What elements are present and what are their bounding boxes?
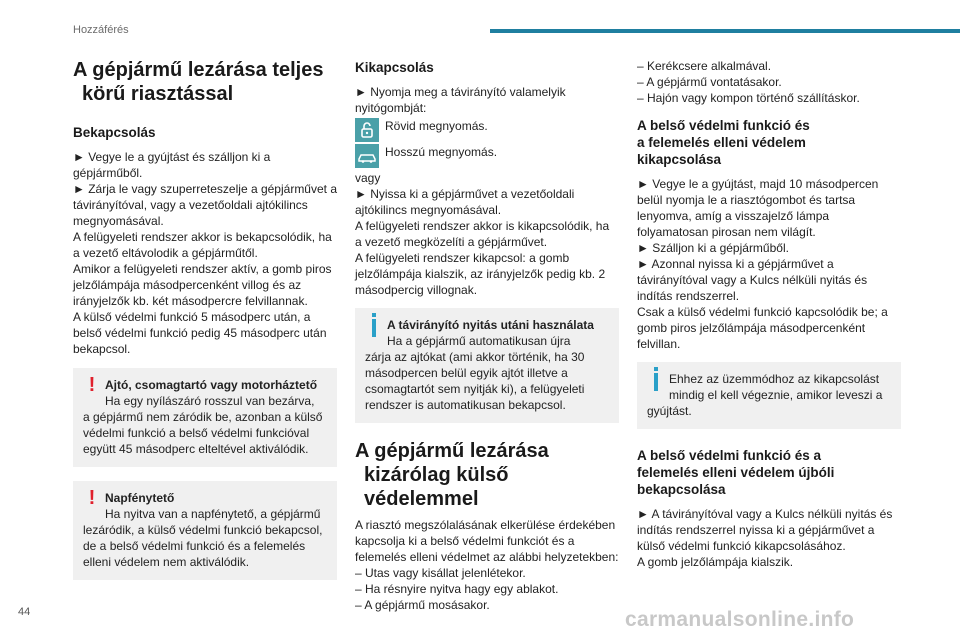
unlock-key-icon bbox=[355, 118, 379, 142]
car-unlock-icon bbox=[355, 144, 379, 168]
key-short-press-row bbox=[355, 118, 619, 142]
key-long-press-row bbox=[355, 144, 619, 168]
heading-internal-on bbox=[637, 447, 901, 498]
column-1 bbox=[73, 50, 337, 580]
warning-box-doors bbox=[73, 368, 337, 467]
warning-icon: ! bbox=[88, 487, 96, 509]
warning-icon: ! bbox=[88, 374, 96, 396]
warning-box-sunroof bbox=[73, 481, 337, 580]
title-line-1: A gépjármű lezárása bbox=[355, 440, 549, 462]
info-text-first-line: Ha a gépjármű automatikusan újra bbox=[387, 334, 571, 348]
section-header: Hozzáférés bbox=[73, 24, 129, 36]
paragraph: ► A távirányítóval vagy a Kulcs nélküli nyitás és indítás rendszerrel nyissa ki a gépjárművet a külső védelmi funkció kikapcsolásához. bbox=[637, 507, 893, 553]
list-item: – Ha résnyire nyitva hagy egy ablakot. bbox=[355, 582, 559, 596]
paragraph: A felügyeleti rendszer kikapcsol: a gomb jelzőlámpája kialszik, az irányjelzők pedig kb. 2 másodpercig villognak. bbox=[355, 251, 606, 297]
list-item: – Hajón vagy kompon történő szállításkor. bbox=[637, 91, 860, 105]
paragraph: ► Nyissa ki a gépjárművet a vezetőoldali ajtókilincs megnyomásával. bbox=[355, 187, 575, 217]
paragraph: ► Szálljon ki a gépjárműből. bbox=[637, 241, 789, 255]
column-3 bbox=[637, 58, 901, 570]
section-title-full-alarm bbox=[73, 58, 337, 106]
paragraph: A felügyeleti rendszer akkor is bekapcsolódik, ha a vezető eltávolodik a gépjárműtől. bbox=[73, 230, 332, 260]
heading-internal-off bbox=[637, 117, 901, 168]
paragraph: Csak a külső védelmi funkció kapcsolódik be; a gomb piros jelzőlámpája másodpercenként felvillan. bbox=[637, 305, 888, 351]
paragraph: A felügyeleti rendszer akkor is kikapcsolódik, ha a vezető megközelíti a gépjárművet. bbox=[355, 219, 610, 249]
heading-deactivation: Kikapcsolás bbox=[355, 60, 434, 75]
paragraph: ► Vegye le a gyújtást és szálljon ki a gépjárműből. bbox=[73, 150, 271, 180]
section-title-external-only bbox=[355, 439, 619, 511]
warning-text: a gépjármű nem záródik be, azonban a külső védelmi funkció a belső védelmi funkcióval együtt 45 másodperc elteltével aktiválódik. bbox=[83, 410, 323, 456]
title-line-2: körű riasztással bbox=[82, 83, 234, 105]
key-short-press-label: Rövid megnyomás. bbox=[385, 119, 488, 133]
list-item: – Utas vagy kisállat jelenlétekor. bbox=[355, 566, 526, 580]
heading-line: felemelés elleni védelem újbóli bbox=[637, 465, 835, 480]
paragraph: A külső védelmi funkció 5 másodperc után, a belső védelmi funkció pedig 45 másodperc után bekapcsol. bbox=[73, 310, 327, 356]
heading-activation: Bekapcsolás bbox=[73, 125, 156, 140]
title-line-1: A gépjármű lezárása teljes bbox=[73, 59, 324, 81]
warning-text-first-line: Ha egy nyílászáró rosszul van bezárva, bbox=[105, 394, 315, 408]
paragraph: A gomb jelzőlámpája kialszik. bbox=[637, 555, 794, 569]
info-box-remote bbox=[355, 308, 619, 423]
info-text-line: mindig el kell végeznie, amikor leveszi a bbox=[669, 388, 883, 402]
watermark: carmanualsonline.info bbox=[625, 608, 855, 631]
paragraph: ► Azonnal nyissa ki a gépjárművet a távirányítóval vagy a Kulcs nélküli nyitás és indítás rendszerrel. bbox=[637, 257, 868, 303]
list-item: – A gépjármű mosásakor. bbox=[355, 598, 490, 612]
header-accent-bar bbox=[490, 29, 960, 33]
warning-title: Ajtó, csomagtartó vagy motorháztető bbox=[105, 378, 318, 392]
info-text-line: Ehhez az üzemmódhoz az kikapcsolást bbox=[669, 372, 880, 386]
info-title: A távirányító nyitás utáni használata bbox=[387, 318, 594, 332]
info-text: gyújtást. bbox=[647, 404, 692, 418]
list-item: – Kerékcsere alkalmával. bbox=[637, 59, 772, 73]
paragraph: A riasztó megszólalásának elkerülése érdekében kapcsolja ki a belső védelmi funkciót és a felemelés elleni védelmet az alábbi helyzetekben: bbox=[355, 518, 619, 564]
info-box-mode bbox=[637, 362, 901, 429]
paragraph: ► Nyomja meg a távirányító valamelyik nyitógombját: bbox=[355, 85, 566, 115]
list-item: – A gépjármű vontatásakor. bbox=[637, 75, 782, 89]
paragraph: vagy bbox=[355, 171, 381, 185]
paragraph: ► Vegye le a gyújtást, majd 10 másodpercen belül nyomja le a riasztógombot és tartsa lenyomva, amíg a visszajelző lámpa folyamatosan pirosan nem világít. bbox=[637, 177, 879, 239]
warning-text-first-line: Ha nyitva van a napfénytető, a gépjármű bbox=[105, 507, 321, 521]
heading-line: a felemelés elleni védelem bbox=[637, 135, 806, 150]
heading-line: A belső védelmi funkció és bbox=[637, 118, 810, 133]
info-icon bbox=[648, 370, 664, 395]
info-icon bbox=[366, 316, 382, 341]
warning-title: Napfénytető bbox=[105, 491, 175, 505]
paragraph: Amikor a felügyeleti rendszer aktív, a gomb piros jelzőlámpája másodpercenként villog és az irányjelzők kb. két másodpercre felvillannak. bbox=[73, 262, 332, 308]
key-long-press-label: Hosszú megnyomás. bbox=[385, 145, 498, 159]
heading-line: A belső védelmi funkció és a bbox=[637, 448, 822, 463]
heading-line: bekapcsolása bbox=[637, 482, 726, 497]
paragraph: ► Zárja le vagy szuperreteszelje a gépjárművet a távirányítóval, vagy a vezetőoldali ajtókilincs megnyomásával. bbox=[73, 182, 337, 228]
title-line-2: kizárólag külső védelemmel bbox=[364, 464, 509, 510]
heading-line: kikapcsolása bbox=[637, 152, 722, 167]
column-2 bbox=[355, 50, 619, 613]
page-number: 44 bbox=[18, 606, 31, 618]
info-text: zárja az ajtókat (ami akkor történik, ha 30 másodpercen belül egyik ajtót illetve a csomagtartót sem nyitják ki), a felügyeleti rendszer is automatikusan bekapcsol. bbox=[365, 350, 585, 412]
warning-text: lezáródik, a külső védelmi funkció bekapcsol, de a belső védelmi funkció és a felemelés elleni védelem nem aktiválódik. bbox=[83, 523, 323, 569]
